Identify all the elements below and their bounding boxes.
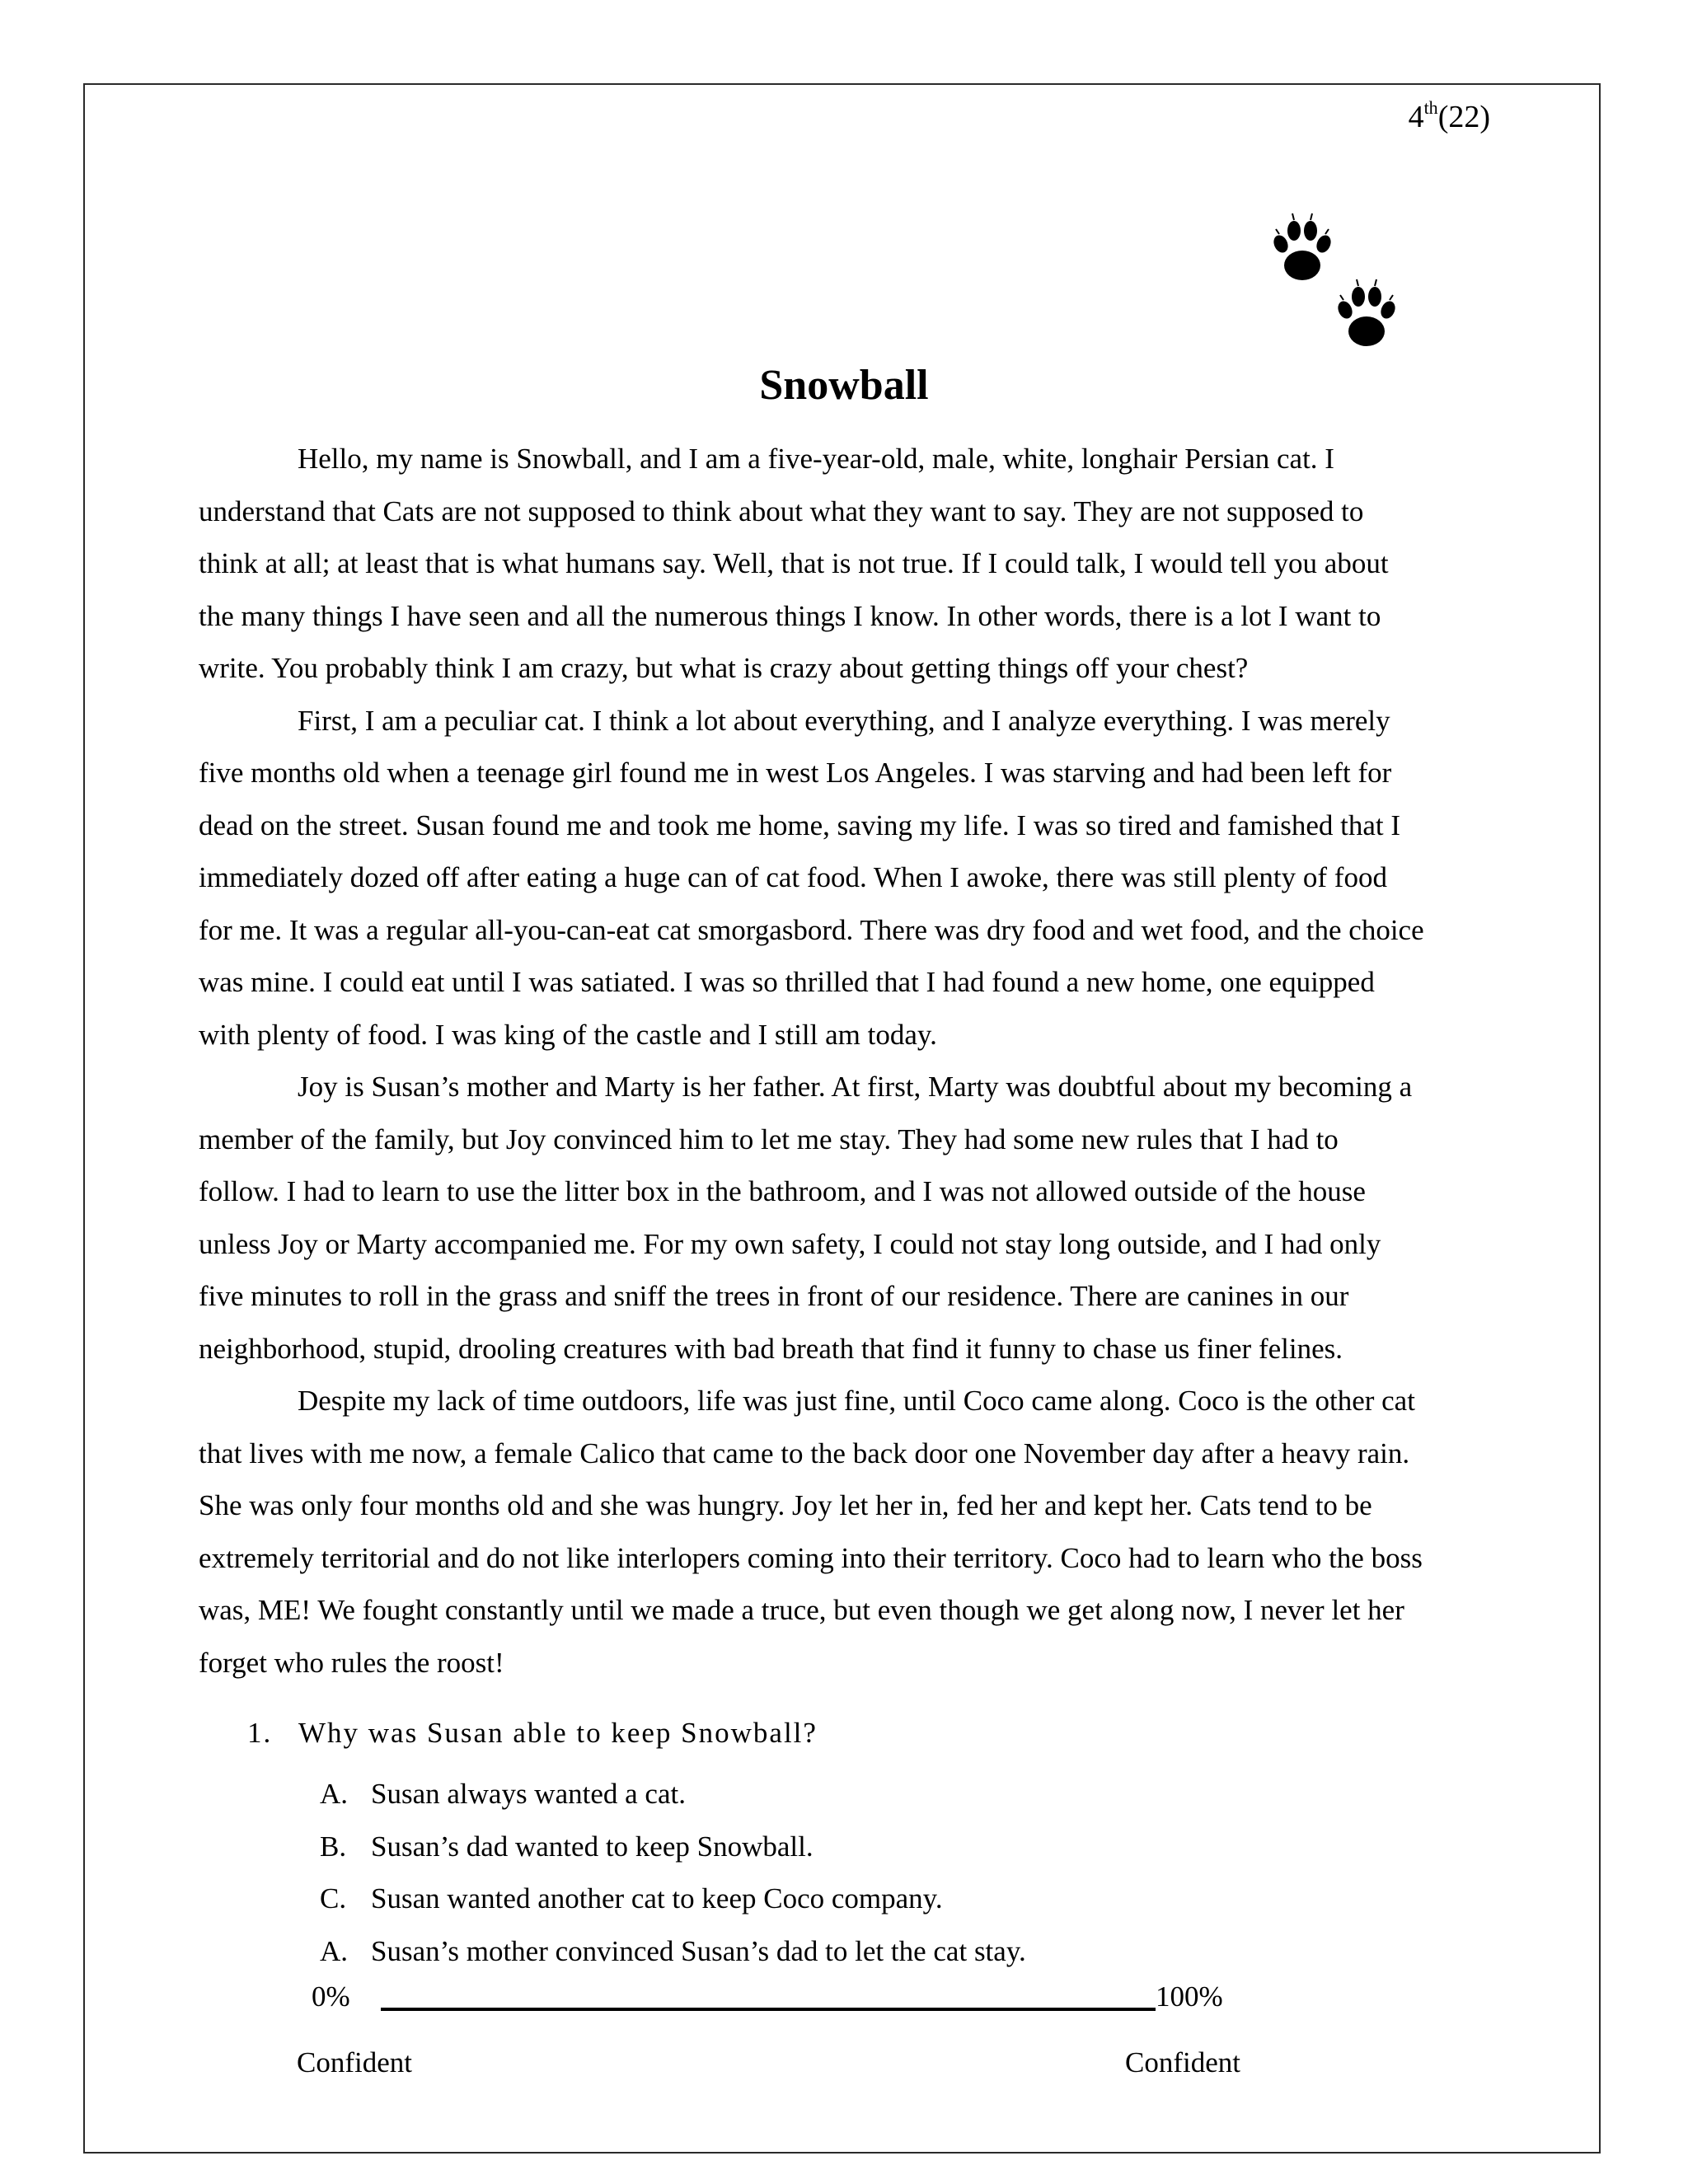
choice-letter: A. <box>320 1934 349 1967</box>
story-paragraph-1: Hello, my name is Snowball, and I am a five-year-old, male, white, longhair Persian cat. I understand that Cats are not supposed to think about what they want to say. They are not supposed to think at all; at least that is what humans say. Well, that is not true. If I could talk, I would tell you about the many things I have seen and all the numerous things I know. In other words, there is a lot I want to write. You probably think I am crazy, but what is crazy about getting things off your chest? <box>199 443 1389 684</box>
choice-letter: B. <box>320 1830 347 1863</box>
grade-label <box>1409 99 1490 133</box>
answer-choice[interactable] <box>320 1768 1026 1821</box>
paw-print-lower <box>1335 279 1398 346</box>
confidence-min-label: 0% <box>312 1980 350 2013</box>
choice-text: Susan’s dad wanted to keep Snowball. <box>371 1830 814 1863</box>
choice-text: Susan always wanted a cat. <box>371 1778 686 1810</box>
story-paragraph-4: Despite my lack of time outdoors, life was just fine, until Coco came along. Coco is the other cat that lives with me now, a female Calico that came to the back door one November day after a heavy rain. She was only four months old and she was hungry. Joy let her in, fed her and kept her. Cats tend to be extremely territorial and do not like interlopers coming into their territory. Coco had to learn who the boss was, ME! We fought constantly until we made a truce, but even though we get along now, I never let her forget who rules the roost! <box>199 1385 1423 1679</box>
confidence-right-caption: Confident <box>1125 2046 1240 2079</box>
question-number: 1. <box>247 1717 273 1749</box>
story-paragraph-3: Joy is Susan’s mother and Marty is her father. At first, Marty was doubtful about my becoming a member of the family, but Joy convinced him to let me stay. They had some new rules that I had to follow. I had to learn to use the litter box in the bathroom, and I was not allowed outside of the house unless Joy or Marty accompanied me. For my own safety, I could not stay long outside, and I had only five minutes to roll in the grass and sniff the trees in front of our residence. There are canines in our neighborhood, stupid, drooling creatures with bad breath that find it funny to chase us finer felines. <box>199 1071 1413 1365</box>
question-1 <box>247 1718 818 1747</box>
question-text: Why was Susan able to keep Snowball? <box>298 1717 818 1749</box>
confidence-max-label: 100% <box>1156 1980 1223 2013</box>
confidence-left-caption: Confident <box>297 2046 412 2079</box>
story-title: Snowball <box>759 362 929 409</box>
paw-print-upper <box>1271 213 1334 280</box>
grade-suffix: th <box>1423 97 1438 118</box>
story-paragraph-2: First, I am a peculiar cat. I think a lot about everything, and I analyze everything. I was merely five months old when a teenage girl found me in west Los Angeles. I was starving and had been left for dead on the street. Susan found me and took me home, saving my life. I was so tired and famished that I immediately dozed off after eating a huge can of cat food. When I awoke, there was still plenty of food for me. It was a regular all-you-can-eat cat smorgasbord. There was dry food and wet food, and the choice was mine. I could eat until I was satiated. I was so thrilled that I had found a new home, one equipped with plenty of food. I was king of the castle and I still am today. <box>199 704 1424 1051</box>
story-body <box>199 433 1501 1689</box>
paw-prints-icon <box>1261 198 1426 363</box>
answer-choice[interactable] <box>320 1821 1026 1873</box>
answer-choice[interactable] <box>320 1925 1026 1978</box>
grade-code: (22) <box>1437 100 1490 134</box>
answer-choice[interactable] <box>320 1872 1026 1925</box>
choice-text: Susan wanted another cat to keep Coco company. <box>371 1882 943 1915</box>
grade-base: 4 <box>1408 100 1424 134</box>
answer-choices <box>320 1768 1026 1977</box>
confidence-scale-line[interactable] <box>381 2008 1156 2011</box>
choice-text: Susan’s mother convinced Susan’s dad to let the cat stay. <box>371 1934 1026 1967</box>
choice-letter: A. <box>320 1778 349 1810</box>
choice-letter: C. <box>320 1882 347 1915</box>
